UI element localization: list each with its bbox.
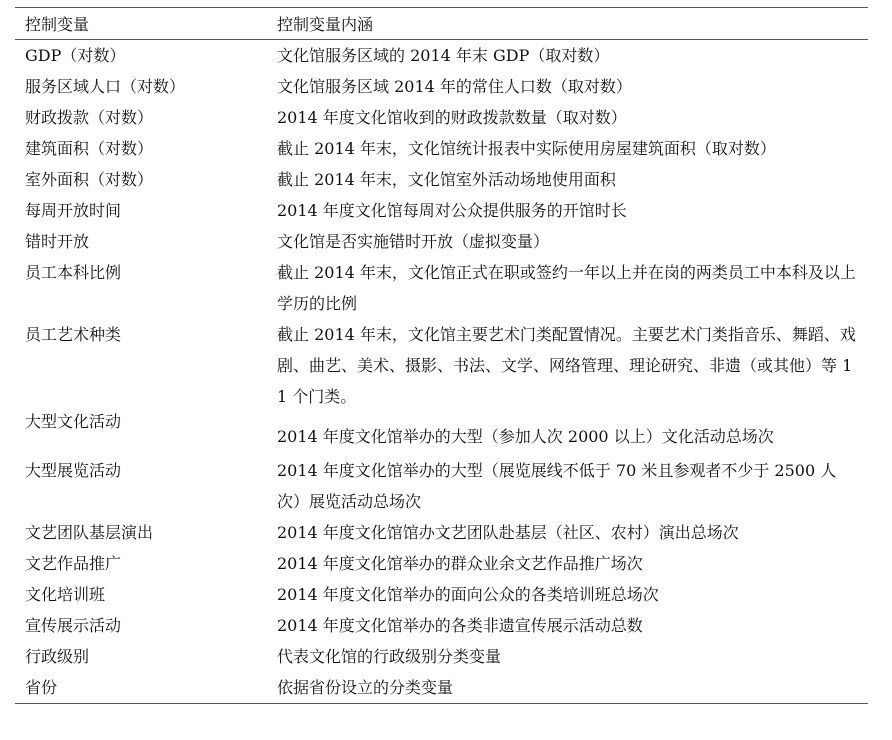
table-body	[15, 40, 868, 703]
table-row	[15, 412, 868, 453]
variable-name: GDP（对数）	[25, 46, 126, 65]
variable-name: 大型文化活动	[25, 412, 122, 431]
variable-name: 宣传展示活动	[25, 616, 122, 635]
variable-definition: 文化馆服务区域 2014 年的常住人口数（取对数）	[277, 77, 632, 96]
variable-definition: 2014 年度文化馆馆办文艺团队赴基层（社区、农村）演出总场次	[277, 523, 739, 542]
variable-name: 省份	[25, 678, 58, 697]
table-row	[15, 641, 868, 672]
table-row	[15, 548, 868, 579]
table-row	[15, 455, 868, 517]
header-variable: 控制变量	[25, 15, 90, 34]
table-row	[15, 319, 868, 412]
table-row	[15, 257, 868, 319]
variable-definition: 2014 年度文化馆举办的面向公众的各类培训班总场次	[277, 585, 659, 604]
table-row	[15, 579, 868, 610]
variable-name: 建筑面积（对数）	[25, 139, 154, 158]
variable-name: 错时开放	[25, 232, 90, 251]
variable-name: 财政拨款（对数）	[25, 108, 154, 127]
variable-definition: 截止 2014 年末，文化馆正式在职或签约一年以上并在岗的两类员工中本科及以上学历的比例	[277, 263, 856, 313]
variable-definition: 截止 2014 年末，文化馆主要艺术门类配置情况。主要艺术门类指音乐、舞蹈、戏剧、曲艺、美术、摄影、书法、文学、网络管理、理论研究、非遗（或其他）等 11 个门类。	[277, 325, 856, 406]
table-row	[15, 102, 868, 133]
variable-name: 员工本科比例	[25, 263, 122, 282]
variable-definition: 2014 年度文化馆收到的财政拨款数量（取对数）	[277, 108, 627, 127]
variable-name: 服务区域人口（对数）	[25, 77, 186, 96]
variable-name: 每周开放时间	[25, 201, 122, 220]
table-row	[15, 164, 868, 195]
variable-definition: 2014 年度文化馆举办的各类非遗宣传展示活动总数	[277, 616, 643, 635]
variable-definition: 截止 2014 年末，文化馆室外活动场地使用面积	[277, 170, 616, 189]
variable-name: 文艺作品推广	[25, 554, 122, 573]
variable-name: 文化培训班	[25, 585, 106, 604]
variable-name: 大型展览活动	[25, 461, 122, 480]
variable-definition: 2014 年度文化馆每周对公众提供服务的开馆时长	[277, 201, 627, 220]
variable-name: 文艺团队基层演出	[25, 523, 154, 542]
table-row	[15, 610, 868, 641]
variable-definition: 文化馆是否实施错时开放（虚拟变量）	[277, 232, 550, 251]
table-row	[15, 71, 868, 102]
variable-name: 员工艺术种类	[25, 325, 122, 344]
variable-definition: 2014 年度文化馆举办的大型（展览展线不低于 70 米且参观者不少于 2500 人次）展览活动总场次	[277, 461, 837, 511]
variable-definition: 2014 年度文化馆举办的大型（参加人次 2000 以上）文化活动总场次	[277, 427, 774, 446]
variable-name: 行政级别	[25, 647, 90, 666]
table-row	[15, 40, 868, 71]
variable-name: 室外面积（对数）	[25, 170, 154, 189]
table-row	[15, 195, 868, 226]
table-row	[15, 133, 868, 164]
table-row	[15, 226, 868, 257]
variable-definition: 2014 年度文化馆举办的群众业余文艺作品推广场次	[277, 554, 643, 573]
table-row	[15, 517, 868, 548]
variable-definition: 依据省份设立的分类变量	[277, 678, 454, 697]
variable-definition: 截止 2014 年末，文化馆统计报表中实际使用房屋建筑面积（取对数）	[277, 139, 776, 158]
variable-definition: 文化馆服务区域的 2014 年末 GDP（取对数）	[277, 46, 610, 65]
header-definition: 控制变量内涵	[277, 15, 374, 34]
control-variables-table	[15, 7, 868, 704]
table-header-row	[15, 8, 868, 40]
variable-definition: 代表文化馆的行政级别分类变量	[277, 647, 502, 666]
table-row	[15, 672, 868, 703]
